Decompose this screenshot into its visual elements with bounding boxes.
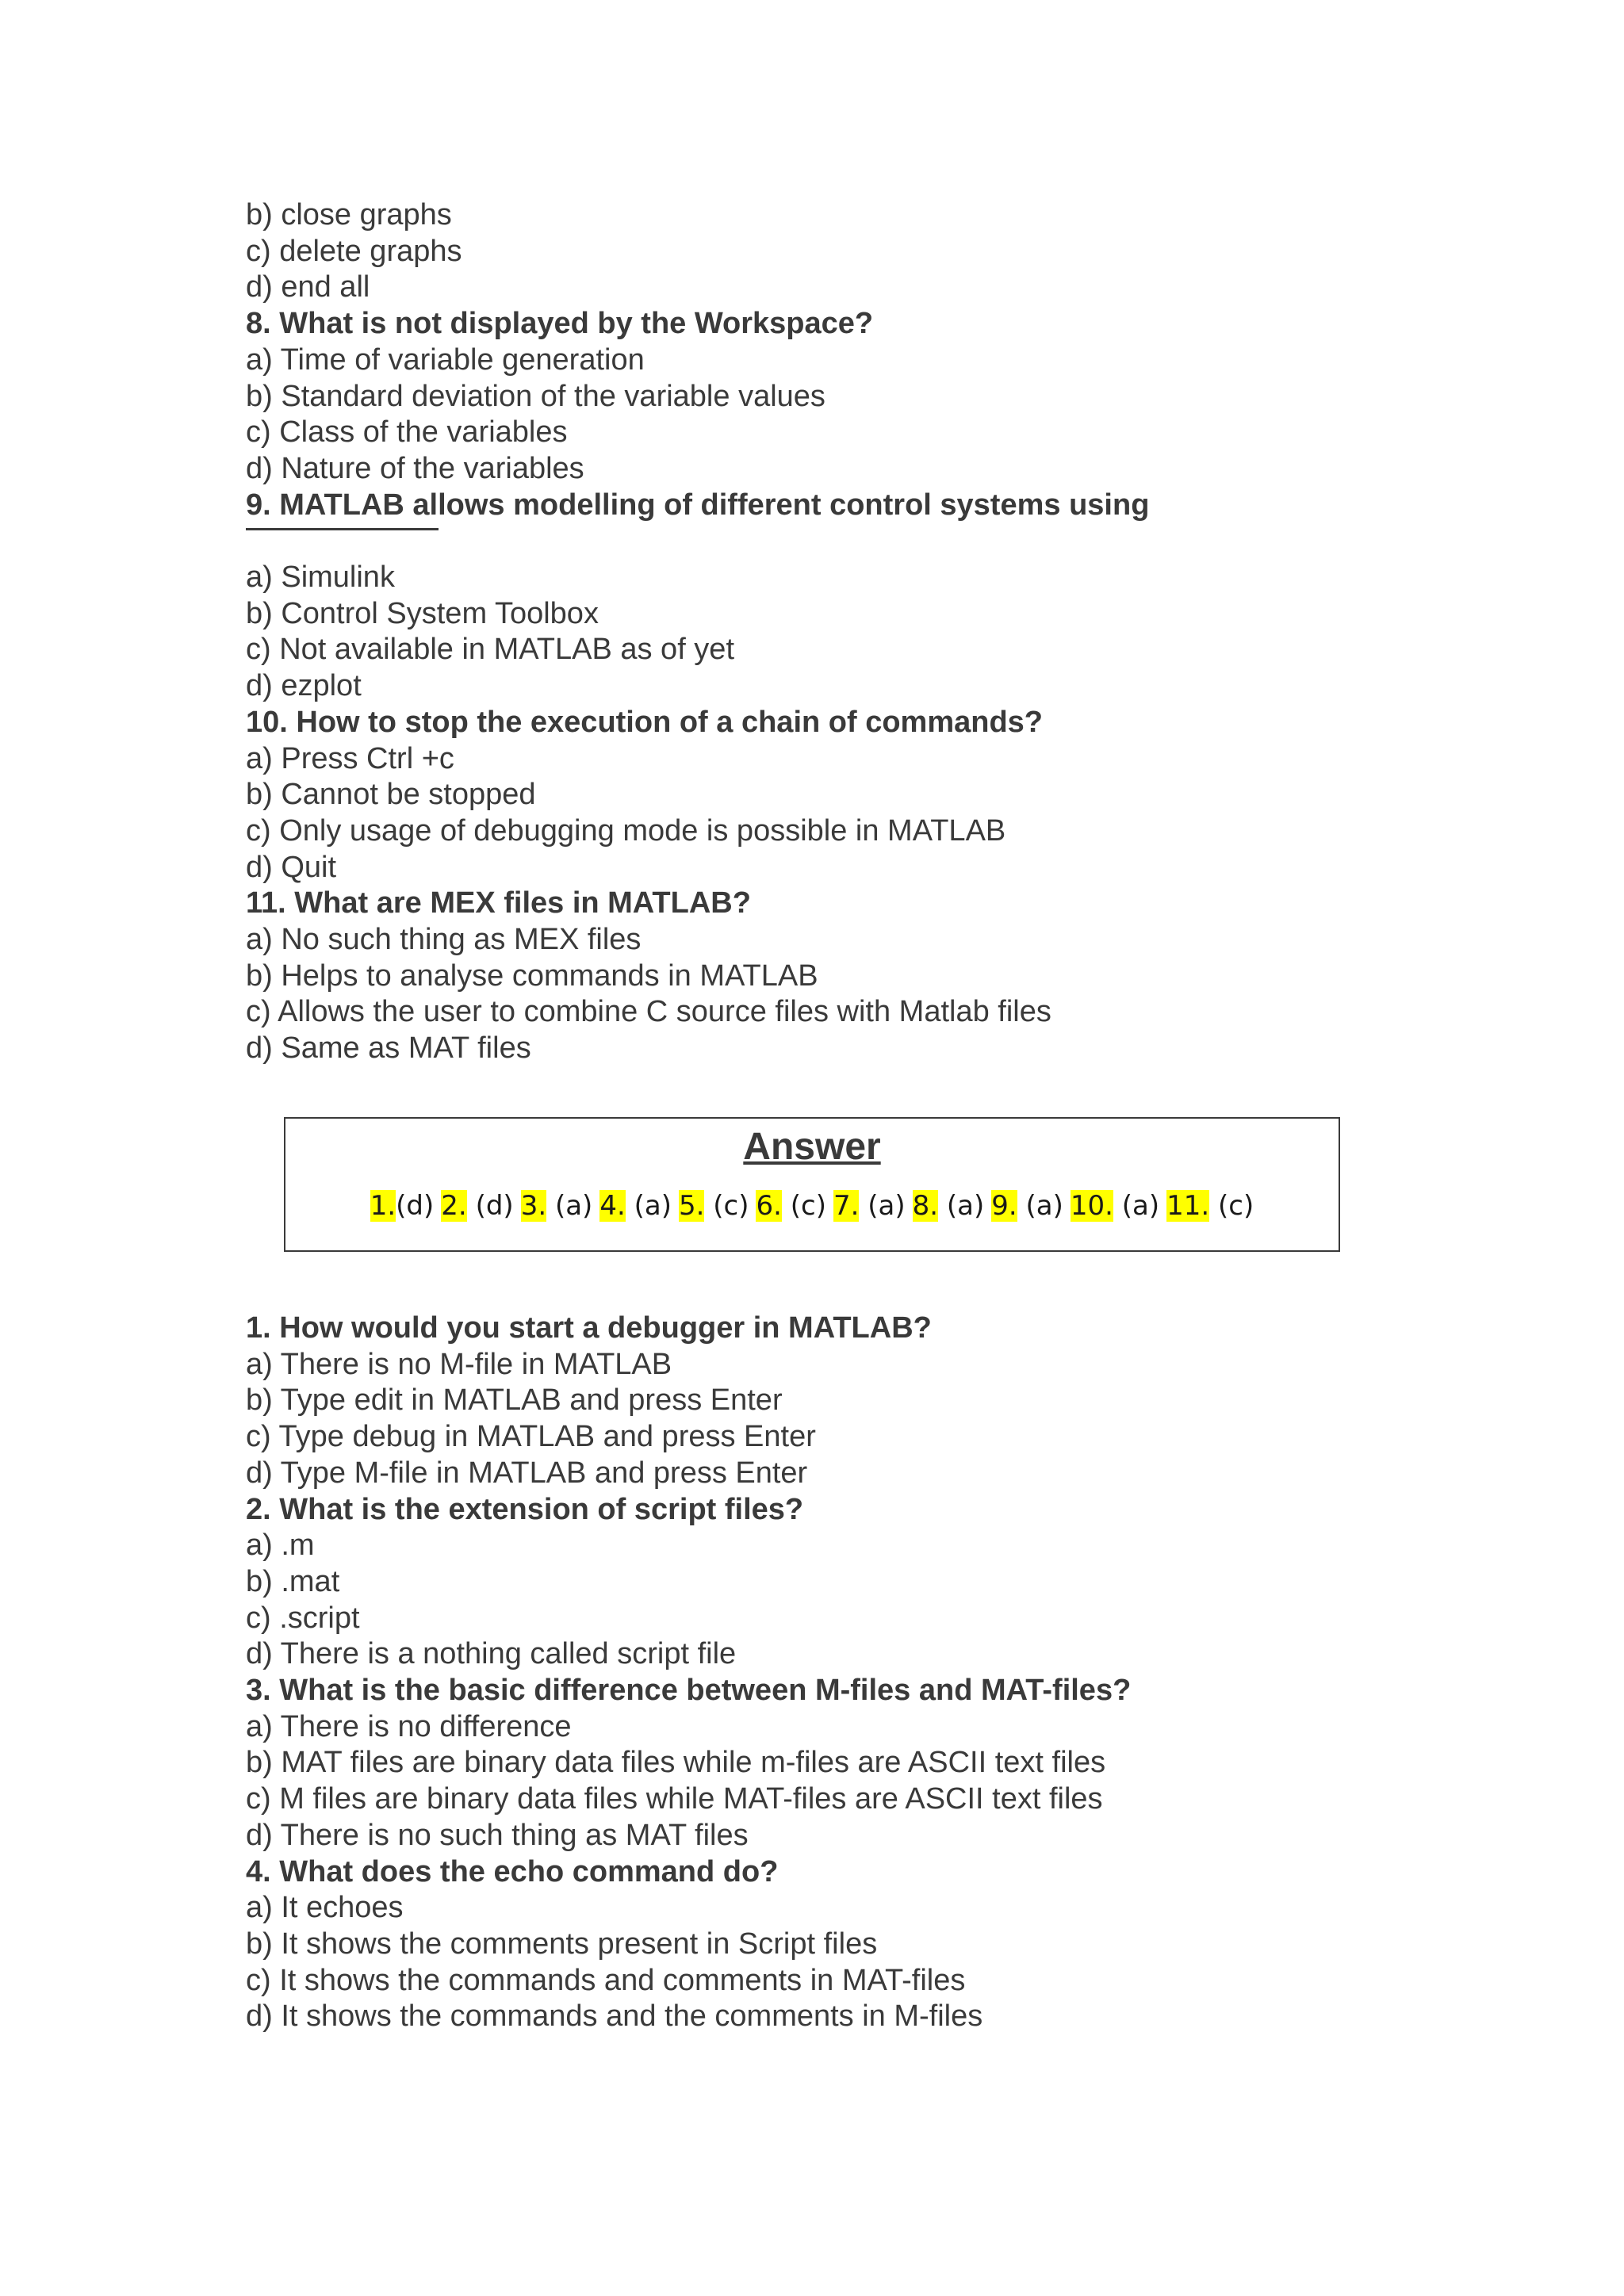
- answer-number: 11.: [1166, 1190, 1210, 1222]
- option-text: d) ezplot: [246, 669, 362, 703]
- option-text: a) .m: [246, 1529, 315, 1563]
- option-text: c) Type debug in MATLAB and press Enter: [246, 1420, 816, 1454]
- option-text: a) No such thing as MEX files: [246, 923, 642, 957]
- option-text: a) There is no M-file in MATLAB: [246, 1347, 672, 1381]
- option-text: b) close graphs: [246, 198, 452, 232]
- option-text: b) Control System Toolbox: [246, 596, 599, 630]
- option-text: b) It shows the comments present in Script files: [246, 1927, 878, 1961]
- option-text: d) Same as MAT files: [246, 1031, 531, 1066]
- question-text: 9. MATLAB allows modelling of different control systems using: [246, 488, 1150, 522]
- option-text: c) Only usage of debugging mode is possible in MATLAB: [246, 813, 1006, 848]
- answer-title: Answer: [743, 1126, 881, 1168]
- answer-number: 9.: [991, 1190, 1017, 1222]
- answer-choice: (d): [475, 1190, 514, 1222]
- option-text: a) It echoes: [246, 1891, 404, 1925]
- answer-choice: (d): [396, 1190, 435, 1222]
- option-text: b) Standard deviation of the variable values: [246, 379, 825, 413]
- question-text: 10. How to stop the execution of a chain of commands?: [246, 705, 1044, 739]
- question-list-top: [246, 197, 1435, 1067]
- option-text: c) Allows the user to combine C source files with Matlab files: [246, 995, 1051, 1029]
- question-text: 2. What is the extension of script files?: [246, 1492, 804, 1526]
- answer-number: 10.: [1070, 1190, 1113, 1222]
- option-text: a) Time of variable generation: [246, 342, 645, 377]
- answer-number: 4.: [599, 1190, 626, 1222]
- answer-choice: (a): [1025, 1190, 1063, 1222]
- option-text: b) MAT files are binary data files while m-files are ASCII text files: [246, 1746, 1106, 1780]
- answer-number: 6.: [756, 1190, 782, 1222]
- option-text: d) There is no such thing as MAT files: [246, 1818, 749, 1852]
- answer-number: 7.: [833, 1190, 860, 1222]
- answer-box: [284, 1117, 1340, 1252]
- fill-in-blank: [246, 523, 1435, 560]
- answer-choice: (a): [634, 1190, 672, 1222]
- option-text: d) Nature of the variables: [246, 451, 584, 485]
- option-text: c) delete graphs: [246, 234, 462, 268]
- option-text: a) Press Ctrl +c: [246, 741, 454, 775]
- option-text: a) There is no difference: [246, 1709, 572, 1743]
- answer-number: 3.: [520, 1190, 547, 1222]
- option-text: c) It shows the commands and comments in MAT-files: [246, 1963, 966, 1997]
- option-text: c) Not available in MATLAB as of yet: [246, 633, 734, 667]
- answer-choice: (a): [1121, 1190, 1160, 1222]
- answer-choice: (a): [554, 1190, 593, 1222]
- option-text: b) .mat: [246, 1564, 340, 1598]
- option-text: d) Type M-file in MATLAB and press Enter: [246, 1456, 808, 1490]
- answer-number: 5.: [678, 1190, 705, 1222]
- question-text: 3. What is the basic difference between M-files and MAT-files?: [246, 1674, 1132, 1708]
- answer-choice: (c): [790, 1190, 826, 1222]
- option-text: c) M files are binary data files while MAT-files are ASCII text files: [246, 1782, 1103, 1816]
- option-text: b) Cannot be stopped: [246, 778, 536, 812]
- answer-number: 1.: [370, 1190, 396, 1222]
- question-text: 4. What does the echo command do?: [246, 1854, 779, 1888]
- option-text: b) Helps to analyse commands in MATLAB: [246, 959, 818, 993]
- blank-underline: [246, 528, 439, 530]
- question-list-bottom: [246, 1311, 1435, 2035]
- answer-choice: (a): [868, 1190, 906, 1222]
- question-text: 11. What are MEX files in MATLAB?: [246, 886, 751, 920]
- answer-key-row: [285, 1185, 1339, 1226]
- option-text: c) Class of the variables: [246, 415, 568, 450]
- answer-number: 2.: [441, 1190, 467, 1222]
- option-text: d) It shows the commands and the comments in M-files: [246, 1999, 983, 2034]
- option-text: c) .script: [246, 1601, 360, 1635]
- option-text: d) end all: [246, 270, 370, 304]
- answer-choice: (a): [946, 1190, 985, 1222]
- answer-choice: (c): [1218, 1190, 1254, 1222]
- option-text: d) Quit: [246, 850, 337, 884]
- option-text: b) Type edit in MATLAB and press Enter: [246, 1383, 783, 1418]
- option-text: d) There is a nothing called script file: [246, 1637, 737, 1671]
- question-text: 8. What is not displayed by the Workspace?: [246, 307, 874, 341]
- answer-number: 8.: [912, 1190, 939, 1222]
- answer-choice: (c): [713, 1190, 749, 1222]
- option-text: a) Simulink: [246, 561, 395, 595]
- question-text: 1. How would you start a debugger in MATLAB?: [246, 1311, 932, 1345]
